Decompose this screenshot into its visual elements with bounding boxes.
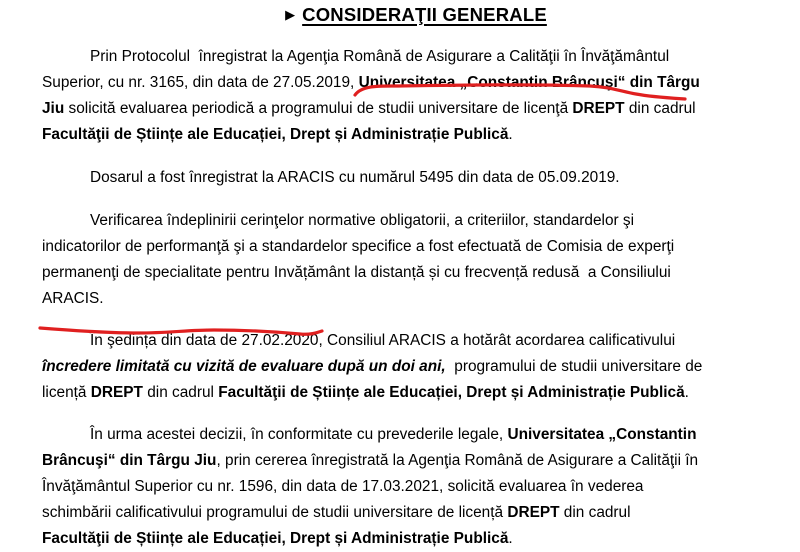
line-segment: . bbox=[508, 530, 513, 547]
section-heading bbox=[72, 0, 760, 26]
line-segment: , prin cererea înregistrată la Agenţia Română de Asigurare a Calităţii în bbox=[216, 452, 699, 469]
spacer bbox=[42, 191, 760, 208]
line-segment-bold: Jiu bbox=[42, 100, 65, 117]
line-segment: Dosarul a fost înregistrat la ARACIS cu numărul 5495 din data de 05.09.2019. bbox=[90, 169, 620, 186]
text-line bbox=[42, 380, 760, 406]
line-segment: . bbox=[684, 384, 689, 401]
text-line bbox=[42, 448, 760, 474]
text-line bbox=[42, 328, 760, 354]
line-segment: licență bbox=[42, 384, 91, 401]
line-segment-bold: DREPT bbox=[507, 504, 560, 521]
line-segment: solicită evaluarea periodică a programului de studii universitare de licenţă bbox=[64, 100, 573, 117]
spacer bbox=[42, 26, 760, 44]
text-line bbox=[42, 122, 760, 148]
spacer bbox=[42, 148, 760, 165]
text-line bbox=[42, 44, 760, 70]
text-line bbox=[42, 286, 760, 312]
line-segment-bold: Facultăţii de Științe ale Educației, Drept și Administrație Publică bbox=[218, 384, 685, 401]
line-segment: permanenţi de specialitate pentru Invățământ la distanță și cu frecvență redusă a Consiliului bbox=[42, 264, 671, 281]
line-segment: programului de studii universitare de bbox=[445, 358, 703, 375]
paragraph-1 bbox=[42, 44, 760, 148]
text-line bbox=[42, 165, 760, 191]
line-segment-bold: Facultăţii de Științe ale Educației, Drept și Administrație Publică bbox=[42, 530, 509, 547]
line-segment: din cadrul bbox=[142, 384, 219, 401]
text-line bbox=[42, 422, 760, 448]
line-segment-bold: Facultăţii de Științe ale Educației, Drept și Administrație Publică bbox=[42, 126, 509, 143]
line-segment-bold: Universitatea „Constantin bbox=[507, 426, 697, 443]
line-segment-bold-italic: încredere limitată cu vizită de evaluare după un doi ani, bbox=[42, 358, 446, 375]
spacer bbox=[42, 312, 760, 328]
text-line bbox=[42, 260, 760, 286]
paragraph-2 bbox=[42, 165, 760, 191]
paragraph-4 bbox=[42, 328, 760, 406]
line-segment-bold: DREPT bbox=[572, 100, 625, 117]
line-segment-bold: Universitatea „Constantin Brâncuşi“ din Târgu bbox=[358, 74, 700, 91]
line-segment: din cadrul bbox=[624, 100, 696, 117]
line-segment: indicatorilor de performanţă şi a standardelor specifice a fost efectuată de Comisia de experţi bbox=[42, 238, 675, 255]
text-line-highlighted bbox=[42, 354, 760, 380]
text-line bbox=[42, 526, 760, 552]
paragraph-3 bbox=[42, 208, 760, 312]
line-segment: Verificarea îndeplinirii cerinţelor normative obligatorii, a criteriilor, standardelor şi bbox=[90, 212, 635, 229]
spacer bbox=[42, 406, 760, 422]
text-line bbox=[42, 208, 760, 234]
line-segment: din cadrul bbox=[559, 504, 631, 521]
text-line bbox=[42, 474, 760, 500]
text-line bbox=[42, 96, 760, 122]
text-line bbox=[42, 70, 760, 96]
line-segment: . bbox=[508, 126, 513, 143]
line-segment: În urma acestei decizii, în conformitate cu prevederile legale, bbox=[90, 426, 508, 443]
bullet-arrow-icon: ▶ bbox=[285, 7, 296, 22]
line-segment: ARACIS. bbox=[42, 290, 104, 307]
page-title: CONSIDERAŢII GENERALE bbox=[302, 4, 547, 25]
line-segment: În şedința din data de 27.02.2020, Consiliul ARACIS a hotărât acordarea calificativului bbox=[90, 332, 676, 349]
line-segment: Învăţământul Superior cu nr. 1596, din data de 17.03.2021, solicită evaluarea în vederea bbox=[42, 478, 644, 495]
line-segment: schimbării calificativului programului de studii universitare de licență bbox=[42, 504, 508, 521]
line-segment: Superior, cu nr. 3165, din data de 27.05.2019, bbox=[42, 74, 359, 91]
line-segment-bold: Brâncuşi“ din Târgu Jiu bbox=[42, 452, 217, 469]
paragraph-5 bbox=[42, 422, 760, 552]
line-segment: Prin Protocolul înregistrat la Agenţia Română de Asigurare a Calităţii în Învăţământul bbox=[90, 48, 670, 65]
line-segment-bold: DREPT bbox=[90, 384, 143, 401]
text-line bbox=[42, 234, 760, 260]
